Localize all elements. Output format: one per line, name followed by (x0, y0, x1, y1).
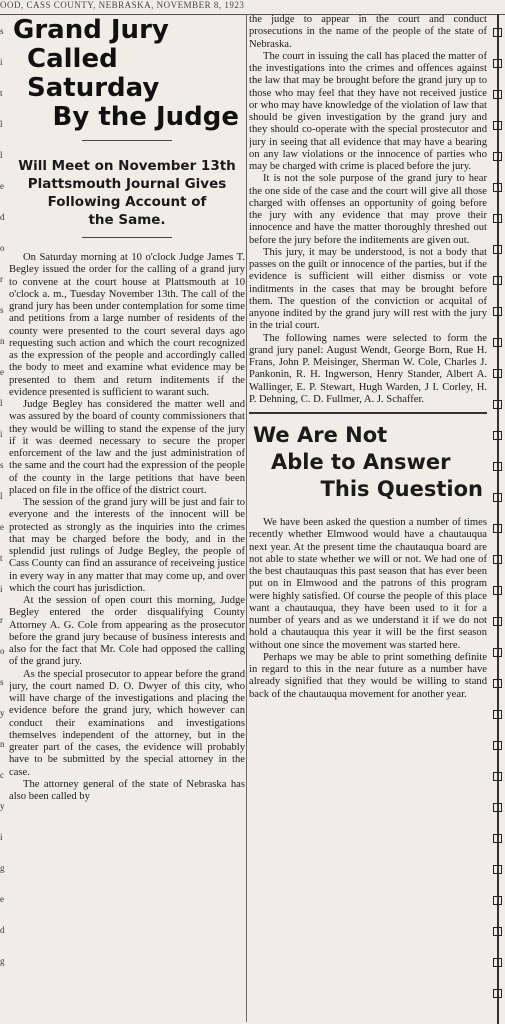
edge-marker (493, 152, 502, 161)
paragraph: The following names were selected to form the grand jury panel: August Wendt, George Born, Rue H. Frans, John P. Meisinger, Sherman W. Cole, Charles J. Pankonin, R. H. Ingwerson, Henry Stander, Albert A. Wallinger, E. P. Stewart, Hugh Warden, J I. Corley, H. P. Dehning, C. D. Fullmer, A. J. Schaffer. (249, 332, 487, 405)
margin-fragment: e (0, 367, 4, 377)
margin-fragment: s (0, 460, 4, 470)
edge-marker (493, 741, 502, 750)
edge-marker (493, 586, 502, 595)
grand-jury-body (9, 252, 245, 803)
margin-fragment: g (0, 863, 5, 873)
edge-marker (493, 28, 502, 37)
grand-jury-headline (9, 16, 245, 132)
subheadline (9, 157, 245, 229)
grand-jury-continued (249, 14, 487, 406)
margin-fragment: t (0, 88, 3, 98)
subhead-divider (82, 237, 172, 238)
edge-marker (493, 989, 502, 998)
margin-fragment: i (0, 57, 3, 67)
margin-fragment: i (0, 584, 3, 594)
headline-line-2: Able to Answer (271, 450, 451, 474)
edge-marker (493, 214, 502, 223)
paragraph: It is not the sole purpose of the grand jury to hear the one side of the case and the court will give all those charged with offenses an opportunity of going before the jury with any evidence that may prove their innocence and have the matter thoroughly threshed out before the jury before the inditements are given out. (249, 173, 487, 246)
paragraph: On Saturday morning at 10 o'clock Judge James T. Begley issued the order for the calling of a grand jury to convene at the court house at Plattsmouth at 10 o'clock a. m., Tuesday November 13th. The call of the grand jury has been under contemplation for some time and petitions from a large number of residents of the county were presented to the court several days ago requesting such action and which the court recognized as the expression of the people and accordingly called the body to meet and examine what evidence may be presented to them and return inditements if the evidence presented is sufficient to warant such. (9, 252, 245, 398)
edge-marker (493, 121, 502, 130)
edge-marker (493, 865, 502, 874)
margin-fragment: e (0, 522, 4, 532)
edge-marker (493, 183, 502, 192)
margin-fragment: s (0, 305, 4, 315)
subhead-line-1: Will Meet on November 13th (18, 158, 236, 174)
headline-line-3: By the Judge (52, 102, 239, 132)
margin-fragment: l (0, 119, 3, 129)
headline-line-2: Called Saturday (27, 44, 160, 103)
edge-marker (493, 338, 502, 347)
paragraph: The session of the grand jury will be just and fair to everyone and the interests of the innocent will be protected as strongly as the inquiries into the crimes that may be charged before the body, and in the splendid just rulings of Judge Begley, the people of Cass County can find an assurance of receiveing justice in every way in any matter that may come up, and over which the court has jurisdiction. (9, 497, 245, 594)
edge-marker (493, 245, 502, 254)
margin-fragment: d (0, 925, 5, 935)
edge-marker (493, 400, 502, 409)
margin-fragment: e (0, 181, 4, 191)
margin-fragment: l (0, 398, 3, 408)
margin-fragment: n (0, 739, 5, 749)
chautauqua-body (249, 517, 487, 701)
column-left (9, 16, 245, 1020)
edge-marker (493, 648, 502, 657)
margin-fragment: o (0, 646, 5, 656)
edge-marker (493, 617, 502, 626)
right-page-edge (489, 14, 505, 1024)
edge-marker (493, 834, 502, 843)
running-head: OOD, CASS COUNTY, NEBRASKA, NOVEMBER 8, 1923 (0, 0, 505, 15)
edge-marker (493, 524, 502, 533)
edge-marker (493, 90, 502, 99)
subhead-line-4: the Same. (88, 212, 166, 228)
margin-fragment: t (0, 553, 3, 563)
margin-fragment: i (0, 832, 3, 842)
edge-marker (493, 803, 502, 812)
edge-marker (493, 772, 502, 781)
margin-fragment: y (0, 801, 5, 811)
edge-marker (493, 958, 502, 967)
margin-fragment: c (0, 770, 4, 780)
edge-marker (493, 896, 502, 905)
left-margin-fragments (0, 14, 8, 1024)
edge-marker (493, 431, 502, 440)
subhead-line-2: Plattsmouth Journal Gives (27, 176, 227, 192)
chautauqua-headline (249, 412, 487, 503)
paragraph: The court in issuing the call has placed the matter of the investigations into the crimes and offences against the law that may be brought before the grand jury up to those who may feel that they have not received justice or who may have knowledge of the violation of law that should be given investigation by the grand jury and they should co-operate with the special prostecutor and jury in seeing that all evidence that may have a bearing on any law violations or the innocence of parties who may be charged with crime is placed before the jury. (249, 50, 487, 172)
margin-fragment: s (0, 677, 4, 687)
edge-marker (493, 927, 502, 936)
subhead-line-3: Following Account of (47, 194, 207, 210)
paragraph: Perhaps we may be able to print something definite in regard to this in the near future as a number have already signified that they would be willing to stand back of the chautauqua movement for another year. (249, 651, 487, 700)
margin-fragment: e (0, 894, 4, 904)
column-right (249, 14, 487, 1020)
margin-fragment: g (0, 956, 5, 966)
edge-marker (493, 276, 502, 285)
edge-marker (493, 59, 502, 68)
headline-divider (82, 140, 172, 141)
margin-fragment: d (0, 212, 5, 222)
margin-fragment: l (0, 491, 3, 501)
margin-fragment: r (0, 615, 3, 625)
edge-marker (493, 369, 502, 378)
paragraph: As the special prosecutor to appear before the grand jury, the court named D. O. Dwyer of this city, who will have charge of the investigations and placing the evidence before the grand jury, which however can conduct their examinations and investigations themselves independent of the attorney, but in the greater part of the cases, the evidence will probably have to be submitted by the special attorney in the case. (9, 668, 245, 778)
headline-line-1: We Are Not (253, 423, 388, 447)
paragraph: the judge to appear in the court and conduct prosecutions in the name of the people of the state of Nebraska. (249, 14, 487, 50)
margin-fragment: o (0, 243, 5, 253)
margin-fragment: n (0, 336, 5, 346)
headline-line-1: Grand Jury (13, 16, 169, 45)
paragraph: The attorney general of the state of Nebraska has also been called by (9, 778, 245, 802)
edge-marker (493, 493, 502, 502)
headline-line-3: This Question (320, 477, 483, 501)
paragraph: We have been asked the question a number of times recently whether Elmwood would have a chautauqua next year. At the present time the chautauqua board are not able to state whether we will or not. We had one of the best chautauquas this past season that has ever been put on in Elmwood and the patrons of this program were highly satisfied. Of course the people of this place want a chautauqua, they have been used to it for a number of years and as we understand it if we do not hold a chautauqua this year it will be the first season without one since the movement was started here. (249, 517, 487, 651)
edge-marker (493, 307, 502, 316)
margin-fragment: r (0, 274, 3, 284)
paragraph: This jury, it may be understood, is not a body that passes on the guilt or innocence of the parties, but if the evidence is sufficient will either dismiss or vote inditments in the cases that may be brought before them. The question of the conviction or acquital of anyone indited by the grand jury will rest with the jury in the trial court. (249, 246, 487, 332)
margin-fragment: l (0, 150, 3, 160)
margin-fragment: s (0, 26, 4, 36)
margin-fragment: y (0, 708, 5, 718)
edge-marker (493, 462, 502, 471)
paragraph: At the session of open court this morning, Judge Begley entered the order disqualifying County Attorney A. G. Cole from appearing as the prosecutor before the grand jury because of business interests and also for the fact that Mr. Cole had opposed the calling of the grand jury. (9, 595, 245, 668)
column-rule (246, 14, 247, 1022)
edge-marker (493, 679, 502, 688)
paragraph: Judge Begley has considered the matter well and was assured by the board of county commissioners that they would be willing to stand the expense of the jury if it was deemed necessary to secure the proper enforcement of the law and the just administration of the same and the court had the expression of the people of the county in the large petitions that have been placed on file in the office of the district court. (9, 399, 245, 496)
edge-marker (493, 710, 502, 719)
edge-marker (493, 555, 502, 564)
margin-fragment: i (0, 429, 3, 439)
